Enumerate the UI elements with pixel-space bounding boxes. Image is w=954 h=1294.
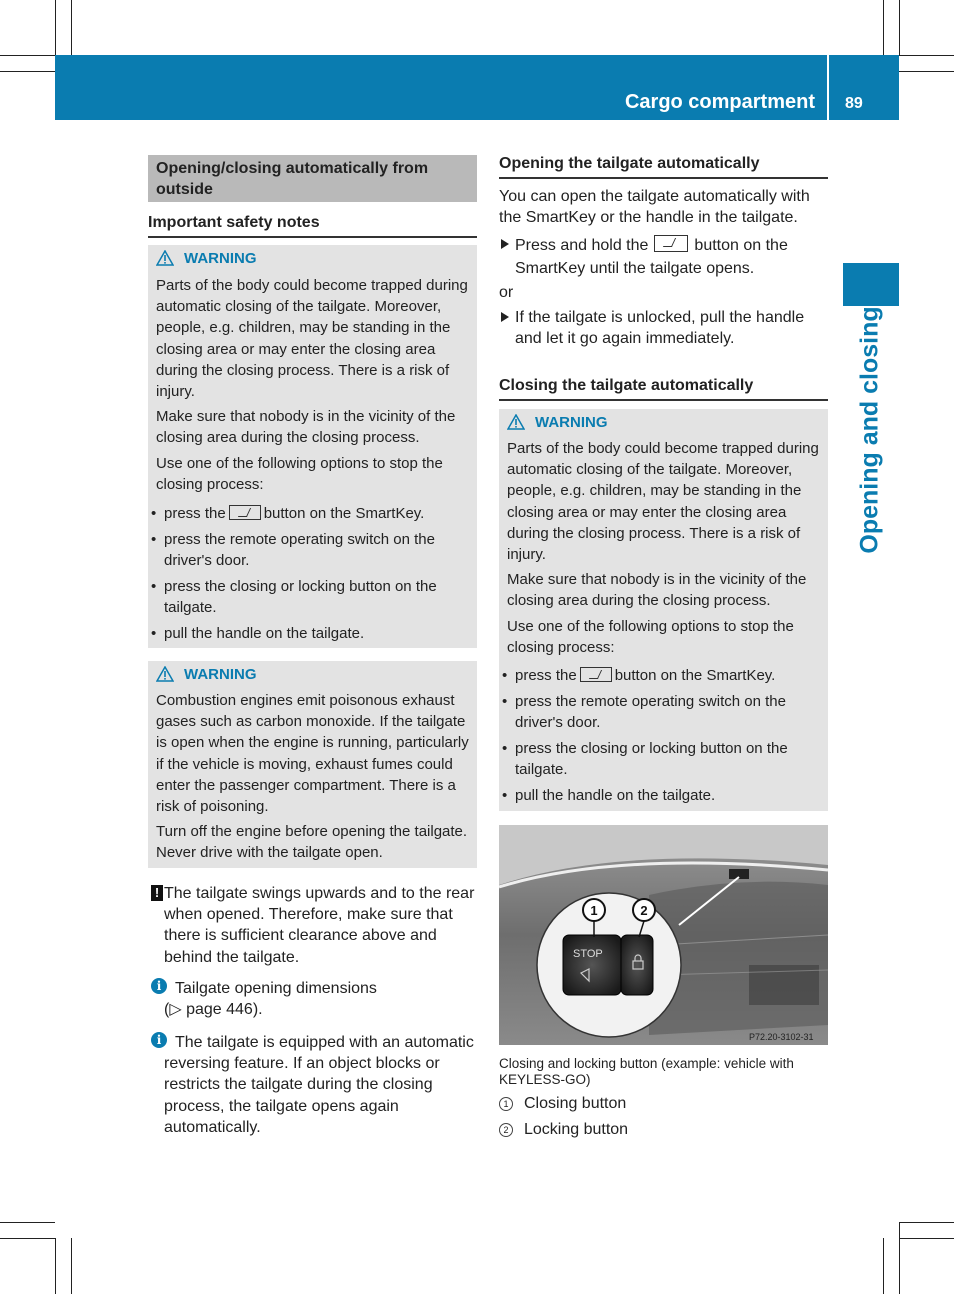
warning-box bbox=[148, 661, 477, 868]
warning-heading bbox=[507, 414, 608, 431]
legend-number: 1 bbox=[499, 1097, 513, 1111]
warning-heading bbox=[156, 250, 257, 267]
tailgate-key-icon bbox=[654, 235, 688, 252]
warning-bullet-list bbox=[499, 665, 819, 810]
crop-mark bbox=[55, 1238, 56, 1294]
warning-heading bbox=[156, 666, 257, 683]
crop-mark bbox=[55, 0, 56, 55]
section-title-box bbox=[148, 155, 477, 202]
or-text: or bbox=[499, 284, 514, 301]
bullet-item: • pull the handle on the tailgate. bbox=[148, 623, 468, 644]
subheading-safety: Important safety notes bbox=[148, 214, 320, 231]
warning-box bbox=[499, 409, 828, 811]
info-text: The tailgate is equipped with an automatic reversing feature. If an object blocks or restricts the tailgate during the closing process, the tailgate opens again automatically. bbox=[164, 1034, 474, 1136]
crop-mark bbox=[883, 0, 884, 55]
bullet-item: • press the remote operating switch on the driver's door. bbox=[148, 529, 468, 571]
crop-mark bbox=[0, 1222, 55, 1223]
section-title: Opening/closing automatically from outside bbox=[156, 160, 429, 198]
callout-number: 1 bbox=[590, 903, 598, 918]
crop-mark bbox=[71, 0, 72, 55]
warning-title: WARNING bbox=[535, 414, 608, 431]
bullet-item: • press the closing or locking button on the tailgate. bbox=[148, 576, 468, 618]
crop-mark bbox=[71, 1238, 72, 1294]
warning-triangle-icon bbox=[507, 414, 525, 430]
subheading-rule bbox=[148, 236, 477, 238]
step-text: If the tailgate is unlocked, pull the handle and let it go again immediately. bbox=[515, 309, 805, 348]
page-reference-link[interactable]: (▷ page 446). bbox=[164, 1001, 263, 1018]
info-icon: i bbox=[151, 1032, 167, 1048]
crop-mark bbox=[0, 55, 55, 56]
figure-caption: Closing and locking button (example: vehicle with KEYLESS-GO) bbox=[499, 1056, 794, 1087]
bullet-item: • press the button on the SmartKey. bbox=[499, 665, 819, 686]
tailgate-illustration bbox=[499, 825, 828, 1045]
tailgate-key-icon bbox=[580, 667, 612, 682]
header-bar bbox=[55, 55, 899, 120]
warning-paragraph: Parts of the body could become trapped during automatic closing of the tailgate. Moreover, people, e.g. children, may be standing in the closing area or may enter the closing area during the closing process. There is a risk of injury. bbox=[507, 440, 819, 564]
info-icon: i bbox=[151, 978, 167, 994]
heading-opening-automatically: Opening the tailgate automatically bbox=[499, 155, 760, 172]
crop-mark bbox=[883, 1238, 884, 1294]
bullet-item: • pull the handle on the tailgate. bbox=[499, 785, 819, 806]
legend-item: 1 Closing button bbox=[499, 1093, 626, 1114]
figure-code: P72.20-3102-31 bbox=[749, 1032, 814, 1042]
warning-paragraph: Make sure that nobody is in the vicinity of the closing area during the closing process. bbox=[507, 571, 807, 610]
crop-mark bbox=[899, 0, 900, 55]
warning-box bbox=[148, 245, 477, 648]
crop-mark bbox=[0, 1238, 55, 1239]
info-text: Tailgate opening dimensions bbox=[175, 980, 377, 997]
tailgate-key-icon bbox=[229, 505, 261, 520]
step-text: Press and hold the button on the SmartKey until the tailgate opens. bbox=[515, 237, 788, 277]
crop-mark bbox=[899, 1222, 900, 1294]
crop-mark bbox=[899, 71, 954, 72]
warning-paragraph: Parts of the body could become trapped during automatic closing of the tailgate. Moreover, people, e.g. children, may be standing in the closing area or may enter the closing area during the closing process. There is a risk of injury. bbox=[156, 277, 468, 401]
callout-number: 2 bbox=[640, 903, 648, 918]
side-tab-label: Opening and closing bbox=[855, 306, 884, 554]
crop-mark bbox=[899, 55, 954, 56]
warning-bullet-list bbox=[148, 503, 468, 648]
warning-triangle-icon bbox=[156, 666, 174, 682]
crop-mark bbox=[899, 1238, 954, 1239]
warning-triangle-icon bbox=[156, 250, 174, 266]
note-text: The tailgate swings upwards and to the rear when opened. Therefore, make sure that there is sufficient clearance above and behind the tailgate. bbox=[164, 885, 475, 966]
heading-rule bbox=[499, 177, 828, 179]
warning-paragraph: Turn off the engine before opening the tailgate. Never drive with the tailgate open. bbox=[156, 823, 468, 862]
crop-mark bbox=[899, 1222, 954, 1223]
bullet-item: • press the button on the SmartKey. bbox=[148, 503, 468, 524]
heading-closing-automatically: Closing the tailgate automatically bbox=[499, 377, 754, 394]
header-divider bbox=[827, 55, 829, 120]
side-tab-marker bbox=[843, 263, 899, 306]
legend-number: 2 bbox=[499, 1123, 513, 1137]
step-arrow-icon bbox=[501, 239, 509, 249]
warning-paragraph: Combustion engines emit poisonous exhaust gases such as carbon monoxide. If the tailgate is open when the engine is running, particularly if the vehicle is moving, exhaust fumes could enter the passenger compartment. There is a risk of poisoning. bbox=[156, 692, 469, 816]
crop-mark bbox=[0, 71, 55, 72]
warning-paragraph: Use one of the following options to stop the closing process: bbox=[156, 455, 443, 494]
warning-title: WARNING bbox=[184, 250, 257, 267]
page-number: 89 bbox=[845, 95, 863, 112]
stop-label: STOP bbox=[573, 948, 603, 960]
legend-item: 2 Locking button bbox=[499, 1119, 628, 1140]
warning-paragraph: Use one of the following options to stop the closing process: bbox=[507, 618, 794, 657]
header-title: Cargo compartment bbox=[624, 91, 815, 113]
warning-paragraph: Make sure that nobody is in the vicinity of the closing area during the closing process. bbox=[156, 408, 456, 447]
bullet-item: • press the closing or locking button on the tailgate. bbox=[499, 738, 819, 780]
bullet-item: • press the remote operating switch on the driver's door. bbox=[499, 691, 819, 733]
exclamation-icon: ! bbox=[151, 885, 163, 901]
step-arrow-icon bbox=[501, 312, 509, 322]
tailgate-button-photo bbox=[499, 825, 828, 1045]
intro-text: You can open the tailgate automatically with the SmartKey or the handle in the tailgate. bbox=[499, 188, 810, 227]
heading-rule bbox=[499, 399, 828, 401]
warning-title: WARNING bbox=[184, 666, 257, 683]
